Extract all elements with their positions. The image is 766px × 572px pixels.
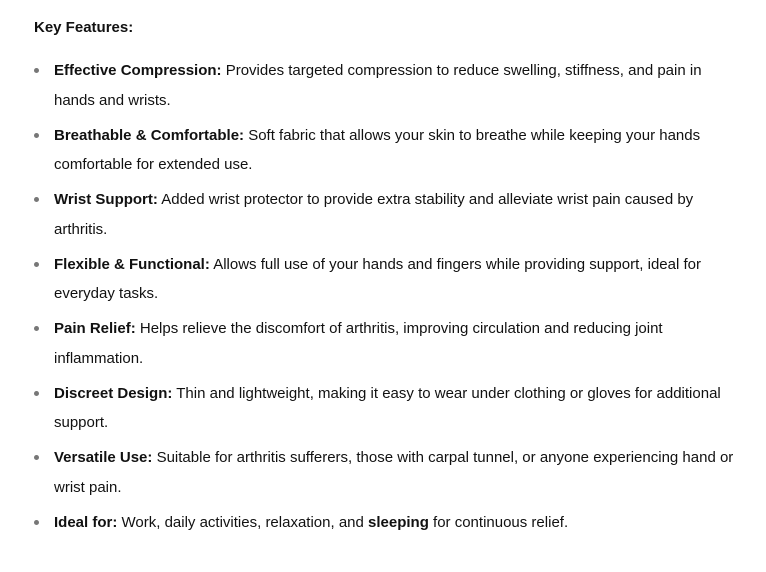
- feature-term: Pain Relief:: [54, 320, 136, 337]
- section-heading: Key Features:: [34, 19, 134, 36]
- feature-description: Thin and lightweight, making it easy to wear under clothing or gloves for additional support.: [54, 384, 721, 431]
- list-item: [34, 443, 744, 502]
- feature-description-end: for continuous relief.: [428, 513, 569, 531]
- feature-term: Wrist Support:: [54, 191, 158, 208]
- bullet-icon: [34, 68, 39, 73]
- feature-description: Soft fabric that allows your skin to breathe while keeping your hands comfortable for extended use.: [54, 126, 701, 173]
- feature-term: Flexible & Functional:: [54, 255, 210, 273]
- feature-description: Allows full use of your hands and fingers while providing support, ideal for everyday tasks.: [54, 255, 701, 302]
- feature-term: Discreet Design:: [54, 384, 173, 402]
- bullet-icon: [34, 197, 39, 202]
- bullet-icon: [34, 455, 39, 460]
- bullet-icon: [34, 391, 39, 396]
- feature-term: Versatile Use:: [54, 449, 153, 466]
- bullet-icon: [34, 326, 39, 331]
- list-item: [34, 56, 744, 115]
- list-item: [34, 121, 744, 180]
- feature-description: Suitable for arthritis sufferers, those with carpal tunnel, or anyone experiencing hand or wrist pain.: [54, 449, 734, 496]
- feature-description: Work, daily activities, relaxation, and: [117, 513, 369, 531]
- feature-description: Helps relieve the discomfort of arthritis, improving circulation and reducing joint inflammation.: [54, 320, 663, 367]
- feature-description-emphasis: sleeping: [368, 513, 429, 531]
- feature-description: Provides targeted compression to reduce swelling, stiffness, and pain in hands and wrists.: [54, 62, 702, 109]
- bullet-icon: [34, 133, 39, 138]
- feature-term: Breathable & Comfortable:: [54, 126, 245, 144]
- bullet-icon: [34, 520, 39, 525]
- feature-term: Effective Compression:: [54, 62, 222, 79]
- feature-term: Ideal for:: [54, 513, 118, 531]
- list-item: [34, 314, 744, 373]
- list-item: [34, 508, 744, 538]
- list-item: [34, 250, 744, 309]
- bullet-icon: [34, 262, 39, 267]
- list-item: [34, 185, 744, 244]
- feature-list: [34, 56, 744, 537]
- feature-description: Added wrist protector to provide extra stability and alleviate wrist pain caused by arthritis.: [54, 191, 694, 238]
- list-item: [34, 379, 744, 438]
